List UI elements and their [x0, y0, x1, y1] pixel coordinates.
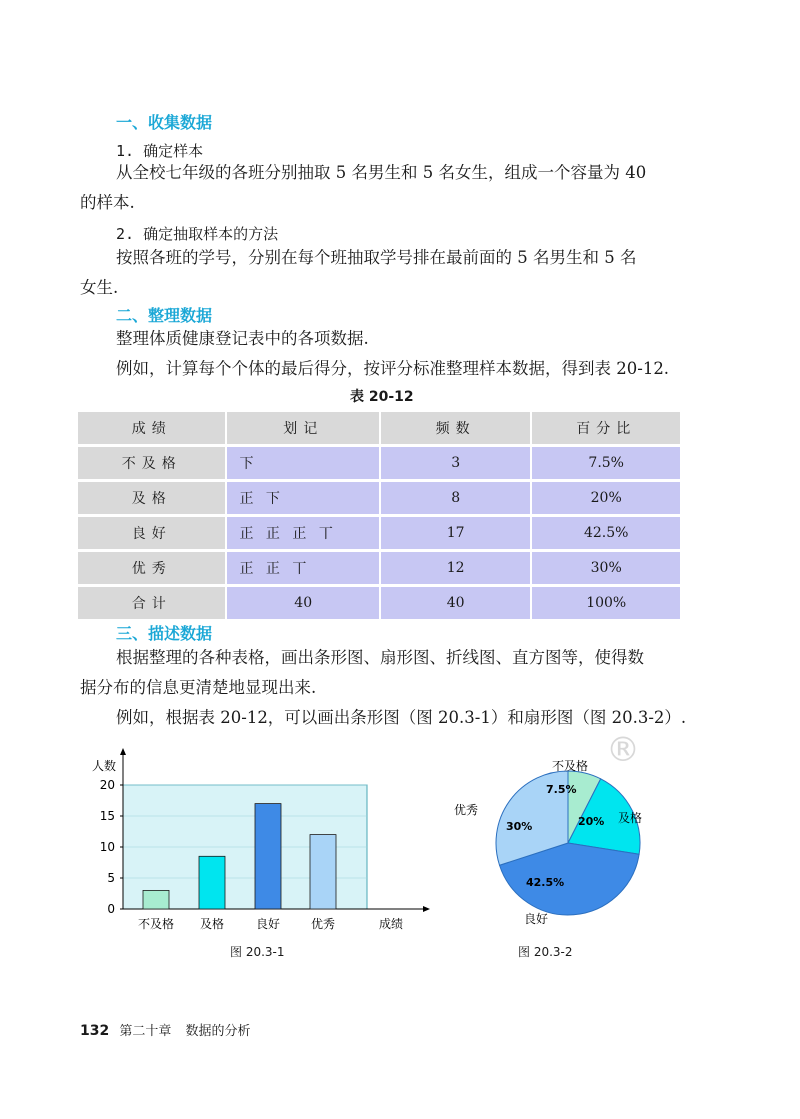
y-tick-label: 5	[107, 871, 115, 885]
pie-percent-label: 42.5%	[526, 876, 565, 889]
frequency-table	[78, 412, 680, 622]
chapter-title: 数据的分析	[185, 1024, 251, 1039]
paragraph-organize-2: 例如，计算每个个体的最后得分，按评分标准整理样本数据，得到表 20-12.	[116, 359, 670, 378]
header-tally: 划记	[225, 412, 378, 447]
x-tick-label: 优秀	[310, 917, 336, 931]
cell-frequency: 8	[379, 482, 530, 517]
header-percent: 百分比	[530, 412, 680, 447]
cell-percent: 7.5%	[530, 447, 680, 482]
pie-label: 优秀	[454, 803, 479, 817]
pie-percent-label: 20%	[578, 815, 605, 828]
registered-watermark: ®	[606, 730, 640, 770]
table-total-row	[78, 587, 680, 622]
table-row	[78, 482, 680, 517]
cell-tally: 正 下	[225, 482, 378, 517]
pie-label: 及格	[618, 811, 643, 825]
header-grade: 成绩	[78, 412, 225, 447]
cell-percent: 42.5%	[530, 517, 680, 552]
table-header-row	[78, 412, 680, 447]
table-row	[78, 517, 680, 552]
cell-tally: 正 正 丅	[225, 552, 378, 587]
table-caption: 表 20-12	[350, 389, 414, 405]
pie-chart	[448, 748, 688, 948]
bar	[310, 835, 336, 909]
cell-frequency: 3	[379, 447, 530, 482]
section-heading-collect: 一、收集数据	[116, 113, 213, 132]
pie-label: 不及格	[552, 759, 589, 773]
y-axis-arrow	[120, 748, 126, 755]
pie-percent-label: 7.5%	[546, 783, 577, 796]
page-footer	[80, 1020, 251, 1039]
y-tick-label: 10	[99, 840, 115, 854]
x-axis-arrow	[423, 906, 430, 912]
cell-grade: 优秀	[78, 552, 225, 587]
cell-frequency: 12	[379, 552, 530, 587]
subheading-sample: 1. 确定样本	[116, 142, 204, 160]
paragraph-describe-line3: 例如，根据表 20-12，可以画出条形图（图 20.3-1）和扇形图（图 20.3-2）.	[116, 708, 687, 727]
paragraph-method-line2: 女生.	[80, 278, 119, 297]
y-tick-label: 0	[107, 902, 115, 916]
paragraph-sample-line1: 从全校七年级的各班分别抽取 5 名男生和 5 名女生，组成一个容量为 40	[116, 163, 647, 182]
y-tick-label: 15	[99, 809, 115, 823]
bar	[199, 856, 225, 909]
cell-grade: 合计	[78, 587, 225, 622]
paragraph-organize-1: 整理体质健康登记表中的各项数据.	[116, 329, 369, 348]
bar-chart	[70, 748, 440, 948]
table-row	[78, 447, 680, 482]
x-tick-label: 不及格	[137, 917, 175, 931]
paragraph-describe-line2: 据分布的信息更清楚地显现出来.	[80, 678, 317, 697]
x-tick-label: 及格	[199, 917, 225, 931]
cell-frequency: 17	[379, 517, 530, 552]
cell-frequency: 40	[379, 587, 530, 622]
paragraph-sample-line2: 的样本.	[80, 193, 135, 212]
cell-percent: 20%	[530, 482, 680, 517]
x-tick-label: 良好	[255, 917, 281, 931]
cell-tally-total: 40	[225, 587, 378, 622]
cell-grade: 良好	[78, 517, 225, 552]
cell-percent: 30%	[530, 552, 680, 587]
paragraph-method-line1: 按照各班的学号，分别在每个班抽取学号排在最前面的 5 名男生和 5 名	[116, 248, 637, 267]
bar-chart-caption: 图 20.3-1	[230, 945, 285, 959]
paragraph-describe-line1: 根据整理的各种表格，画出条形图、扇形图、折线图、直方图等，使得数	[116, 648, 644, 667]
pie-chart-caption: 图 20.3-2	[518, 945, 573, 959]
header-frequency: 频数	[379, 412, 530, 447]
cell-tally: 正 正 正 丅	[225, 517, 378, 552]
section-heading-organize: 二、整理数据	[116, 306, 213, 325]
cell-tally: 下	[225, 447, 378, 482]
cell-grade: 不及格	[78, 447, 225, 482]
bar	[143, 890, 169, 909]
x-axis-label: 成绩	[379, 917, 404, 931]
y-tick-label: 20	[99, 778, 115, 792]
pie-percent-label: 30%	[506, 820, 533, 833]
cell-percent: 100%	[530, 587, 680, 622]
bar	[255, 804, 281, 909]
table-row	[78, 552, 680, 587]
subheading-method: 2. 确定抽取样本的方法	[116, 225, 279, 243]
page-number: 132	[80, 1023, 110, 1039]
chapter-label: 第二十章	[119, 1024, 172, 1039]
y-axis-label: 人数	[92, 759, 117, 773]
cell-grade: 及格	[78, 482, 225, 517]
section-heading-describe: 三、描述数据	[116, 624, 213, 643]
pie-label: 良好	[524, 912, 549, 926]
